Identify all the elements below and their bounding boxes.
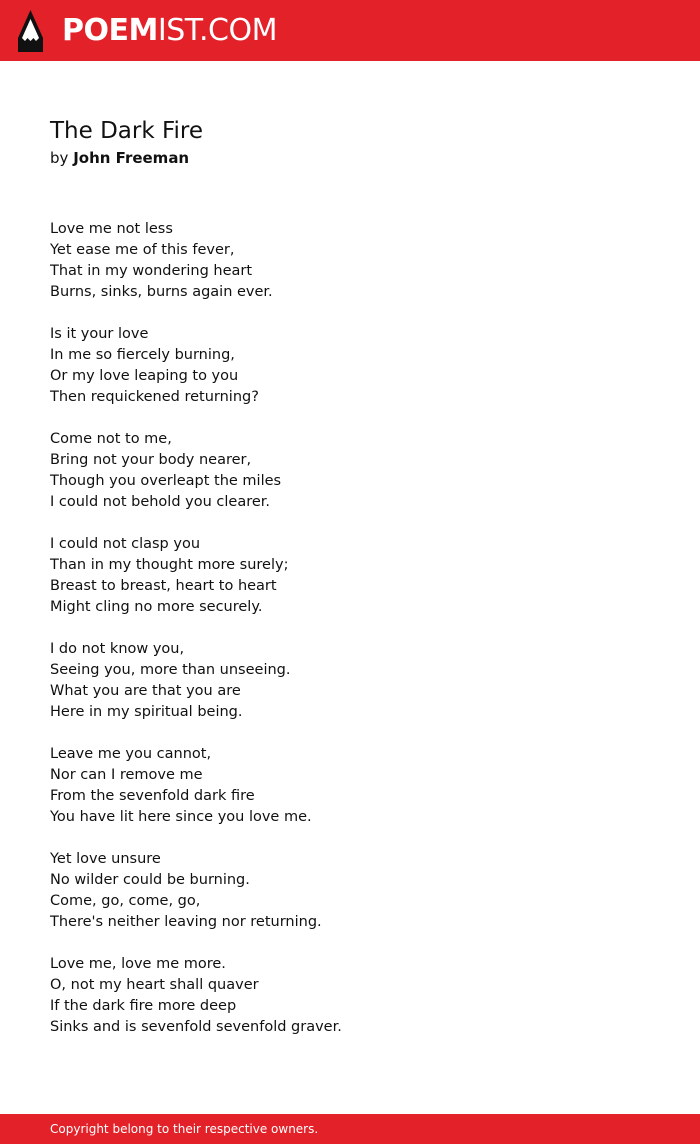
poem-line: Then requickened returning? <box>50 389 259 405</box>
poem-line: Might cling no more securely. <box>50 599 263 615</box>
poem-title: The Dark Fire <box>50 118 204 144</box>
logo-light-text: IST.COM <box>157 13 277 48</box>
poem-line: Burns, sinks, burns again ever. <box>50 284 273 300</box>
poem-line: Yet ease me of this fever, <box>50 242 235 258</box>
poem-body <box>50 219 650 1059</box>
poem-line: Leave me you cannot, <box>50 746 212 762</box>
poem-line: That in my wondering heart <box>50 263 253 279</box>
poem-line: No wilder could be burning. <box>50 872 250 888</box>
poem-stanza <box>50 954 650 1038</box>
poem-line: Come, go, come, go, <box>50 893 201 909</box>
copyright-notice: Copyright belong to their respective owners. <box>50 1122 319 1136</box>
poem-line: Breast to breast, heart to heart <box>50 578 277 594</box>
poem-line: I could not clasp you <box>50 536 201 552</box>
poem-line: You have lit here since you love me. <box>50 809 312 825</box>
poem-line: Nor can I remove me <box>50 767 203 783</box>
poem-stanza <box>50 429 650 513</box>
poem-line: I could not behold you clearer. <box>50 494 271 510</box>
poem-stanza <box>50 639 650 723</box>
poem-line: Is it your love <box>50 326 149 342</box>
poem-line: Sinks and is sevenfold sevenfold graver. <box>50 1019 342 1035</box>
site-logo[interactable] <box>62 12 277 50</box>
site-footer <box>0 1114 700 1144</box>
poem-line: Though you overleapt the miles <box>50 473 282 489</box>
byline <box>50 148 189 169</box>
poem-stanza <box>50 744 650 828</box>
poem-line: What you are that you are <box>50 683 241 699</box>
poem-stanza <box>50 849 650 933</box>
poem-line: Bring not your body nearer, <box>50 452 252 468</box>
poem-line: Seeing you, more than unseeing. <box>50 662 291 678</box>
poem-stanza <box>50 534 650 618</box>
pencil-tip-icon[interactable] <box>17 10 44 52</box>
poem-line: Love me not less <box>50 221 173 237</box>
poem-stanza <box>50 324 650 408</box>
poem-line: In me so fiercely burning, <box>50 347 235 363</box>
poem-line: Here in my spiritual being. <box>50 704 243 720</box>
poem-stanza <box>50 219 650 303</box>
site-header <box>0 0 700 61</box>
poem-line: Than in my thought more surely; <box>50 557 289 573</box>
logo-bold-text: POEM <box>62 13 158 48</box>
poem-line: If the dark fire more deep <box>50 998 237 1014</box>
poem-line: I do not know you, <box>50 641 185 657</box>
author-name: John Freeman <box>73 149 190 167</box>
poem-line: Or my love leaping to you <box>50 368 239 384</box>
by-label: by <box>50 149 69 167</box>
poem-line: From the sevenfold dark fire <box>50 788 255 804</box>
poem-line: There's neither leaving nor returning. <box>50 914 322 930</box>
poem-line: Love me, love me more. <box>50 956 226 972</box>
poem-line: Come not to me, <box>50 431 172 447</box>
poem-line: Yet love unsure <box>50 851 161 867</box>
poem-line: O, not my heart shall quaver <box>50 977 259 993</box>
